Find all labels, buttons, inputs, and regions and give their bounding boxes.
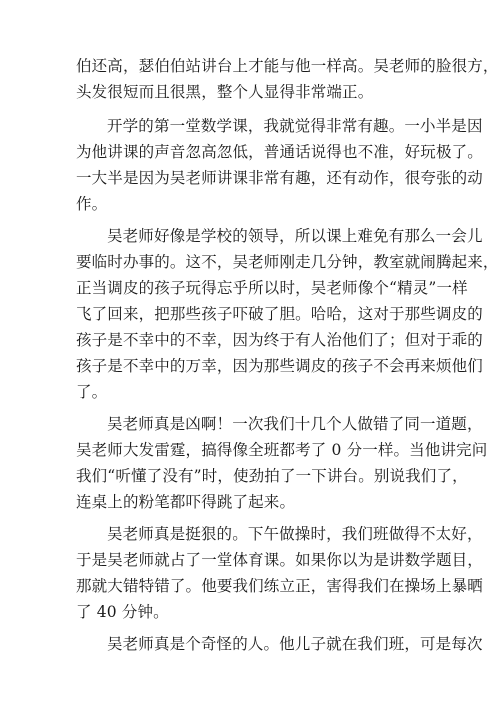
text-line: 一大半是因为吴老师讲课非常有趣，还有动作，很夸张的动: [76, 169, 483, 187]
text-line: 连桌上的粉笔都吓得跳了起来。: [76, 493, 296, 511]
text-line: 作。: [76, 195, 108, 213]
text-line: 孩子是不幸中的万幸，因为那些调皮的孩子不会再来烦他们: [76, 357, 483, 375]
text-line: 吴老师大发雷霆，搞得像全班都考了 0 分一样。当他讲完问: [76, 441, 488, 459]
paragraph-first-line: 开学的第一堂数学课，我就觉得非常有趣。一小半是因: [107, 117, 483, 135]
paragraph-first-line: 吴老师真是凶啊！一次我们十几个人做错了同一道题，: [107, 415, 483, 433]
text-line: 飞了回来，把那些孩子吓破了胆。哈哈，这对于那些调皮的: [76, 305, 483, 323]
paragraph-first-line: 吴老师好像是学校的领导，所以课上难免有那么一会儿: [107, 227, 483, 245]
text-line: 了。: [76, 383, 108, 401]
paragraph-first-line: 吴老师真是挺狠的。下午做操时，我们班做得不太好，: [107, 525, 483, 543]
text-line: 正当调皮的孩子玩得忘乎所以时，吴老师像个“精灵”一样: [76, 279, 468, 297]
text-line: 我们“听懂了没有”时，使劲拍了一下讲台。别说我们了，: [76, 467, 468, 485]
text-line: 伯还高，瑟伯伯站讲台上才能与他一样高。吴老师的脸很方，: [76, 57, 499, 75]
text-line: 于是吴老师就占了一堂体育课。如果你以为是讲数学题目，: [76, 551, 483, 569]
text-line: 头发很短而且很黑，整个人显得非常端正。: [76, 83, 374, 101]
text-line: 那就大错特错了。他要我们练立正，害得我们在操场上暴晒: [76, 577, 483, 595]
paragraph-first-line: 吴老师真是个奇怪的人。他儿子就在我们班，可是每次: [107, 635, 483, 653]
text-line: 了 40 分钟。: [76, 603, 169, 621]
text-line: 要临时办事的。这不，吴老师刚走几分钟，教室就闹腾起来，: [76, 253, 499, 271]
text-line: 孩子是不幸中的不幸，因为终于有人治他们了；但对于乖的: [76, 331, 483, 349]
text-line: 为他讲课的声音忽高忽低，普通话说得也不准，好玩极了。: [76, 143, 483, 161]
